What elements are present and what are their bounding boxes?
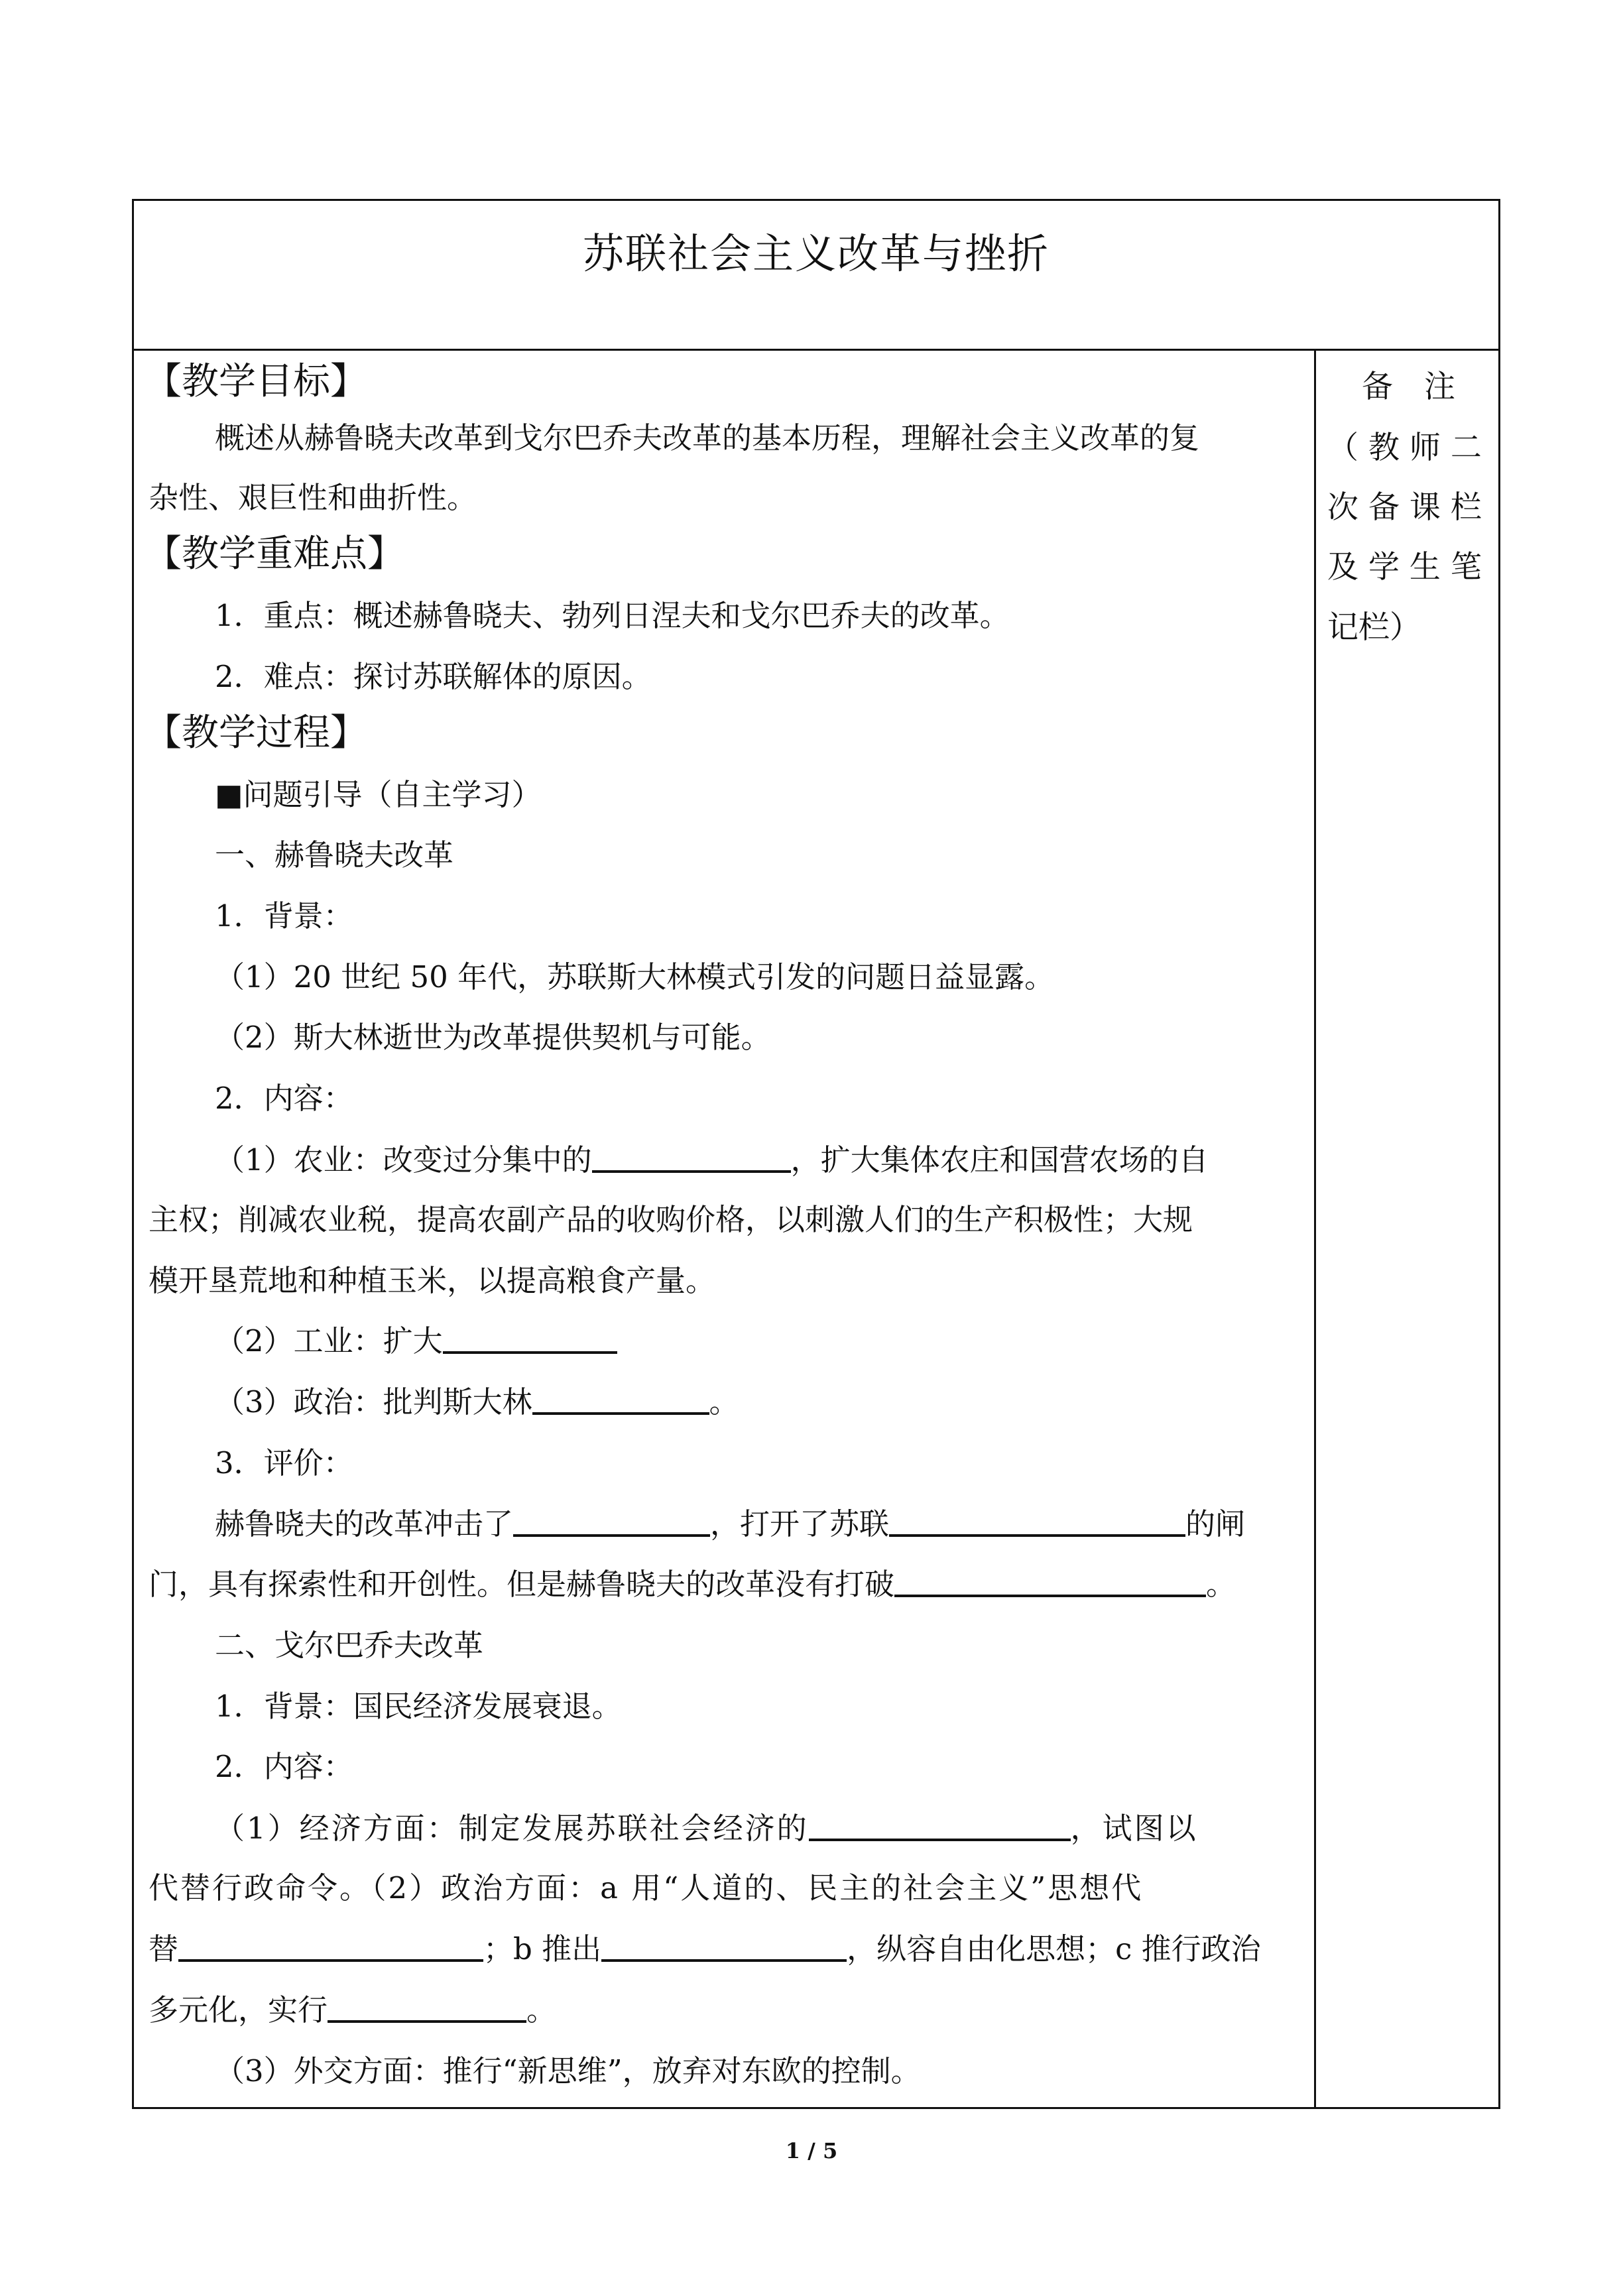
s1-evaluation-text <box>149 1501 1245 1547</box>
text-segment: （1）经济方面：制定发展苏联社会经济的 <box>215 1811 809 1846</box>
fill-blank[interactable] <box>513 1506 710 1537</box>
s1-agriculture-cont: 主权；削减农业税，提高农副产品的收购价格，以刺激人们的生产积极性；大规 <box>149 1202 1193 1237</box>
notes-label: 备 注 <box>1362 369 1455 405</box>
s1-evaluation: 3．评价： <box>215 1445 353 1480</box>
s2-politics: 代替行政命令。（2）政治方面：a 用“人道的、民主的社会主义”思想代 <box>149 1870 1144 1905</box>
page-number: 1 / 5 <box>785 2138 838 2163</box>
key-point-2: 2．难点：探讨苏联解体的原因。 <box>215 659 652 694</box>
fill-blank[interactable] <box>443 1323 617 1354</box>
text-segment: 赫鲁晓夫的改革冲击了 <box>215 1506 514 1541</box>
notes-desc-2: 次 备 课 栏 <box>1327 489 1482 526</box>
s2-diplomacy: （3）外交方面：推行“新思维”，放弃对东欧的控制。 <box>215 2053 921 2088</box>
text-segment: ，纵容自由化思想；c 推行政治 <box>847 1931 1261 1966</box>
s1-background: 1．背景： <box>215 898 353 934</box>
text-segment: ，打开了苏联 <box>710 1506 890 1541</box>
s2-content: 2．内容： <box>215 1749 353 1784</box>
notes-desc-3: 及 学 生 笔 <box>1327 549 1482 585</box>
section-1-title: 一、赫鲁晓夫改革 <box>215 837 454 873</box>
s1-industry <box>149 1318 617 1364</box>
text-segment: （2）工业：扩大 <box>215 1323 443 1359</box>
process-heading: 【教学过程】 <box>145 711 367 755</box>
text-segment: 。 <box>526 1992 557 2027</box>
fill-blank[interactable] <box>592 1142 791 1173</box>
fill-blank[interactable] <box>601 1931 847 1962</box>
fill-blank[interactable] <box>889 1506 1185 1537</box>
s2-background: 1．背景：国民经济发展衰退。 <box>215 1689 622 1724</box>
text-segment: ，扩大集体农庄和国营农场的自 <box>790 1142 1209 1178</box>
key-point-1: 1．重点：概述赫鲁晓夫、勃列日涅夫和戈尔巴乔夫的改革。 <box>215 598 1010 633</box>
text-segment: 门，具有探索性和开创性。但是赫鲁晓夫的改革没有打破 <box>149 1567 895 1602</box>
s1-agriculture <box>149 1137 1209 1183</box>
s2-politics-cont2 <box>149 1987 556 2033</box>
column-divider <box>1314 351 1316 2107</box>
lesson-table <box>132 199 1500 2109</box>
s1-background-2: （2）斯大林逝世为改革提供契机与可能。 <box>215 1020 771 1055</box>
guide-label: ■问题引导（自主学习） <box>215 777 542 812</box>
notes-desc-4: 记栏） <box>1327 609 1421 646</box>
objectives-text: 概述从赫鲁晓夫改革到戈尔巴乔夫改革的基本历程，理解社会主义改革的复 <box>215 420 1200 455</box>
text-segment: 的闸 <box>1185 1506 1246 1541</box>
notes-desc-1: （ 教 师 二 <box>1327 430 1482 466</box>
s1-evaluation-cont <box>149 1561 1236 1608</box>
fill-blank[interactable] <box>328 1992 526 2023</box>
objectives-heading: 【教学目标】 <box>145 360 367 403</box>
s1-politics <box>149 1379 739 1425</box>
text-segment: （1）农业：改变过分集中的 <box>215 1142 592 1178</box>
key-points-heading: 【教学重难点】 <box>145 532 404 575</box>
s2-politics-cont <box>149 1926 1261 1972</box>
text-segment: ；b 推出 <box>483 1931 602 1966</box>
text-segment: ，试图以 <box>1070 1811 1198 1846</box>
section-2-title: 二、戈尔巴乔夫改革 <box>215 1628 484 1663</box>
fill-blank[interactable] <box>532 1384 709 1415</box>
text-segment: 。 <box>709 1384 739 1420</box>
s1-content: 2．内容： <box>215 1081 353 1116</box>
title-row <box>134 201 1498 351</box>
text-segment: 多元化，实行 <box>149 1992 328 2027</box>
objectives-text-cont: 杂性、艰巨性和曲折性。 <box>149 480 477 515</box>
document-title: 苏联社会主义改革与挫折 <box>582 229 1050 278</box>
s1-agriculture-cont2: 模开垦荒地和种植玉米，以提高粮食产量。 <box>149 1263 716 1298</box>
text-segment: 。 <box>1206 1567 1236 1602</box>
s2-economy <box>149 1805 1198 1852</box>
fill-blank[interactable] <box>178 1931 483 1962</box>
s1-background-1: （1）20 世纪 50 年代，苏联斯大林模式引发的问题日益显露。 <box>215 959 1055 995</box>
text-segment: 替 <box>149 1931 179 1966</box>
text-segment: （3）政治：批判斯大林 <box>215 1384 532 1420</box>
fill-blank[interactable] <box>809 1811 1071 1841</box>
fill-blank[interactable] <box>894 1567 1206 1597</box>
